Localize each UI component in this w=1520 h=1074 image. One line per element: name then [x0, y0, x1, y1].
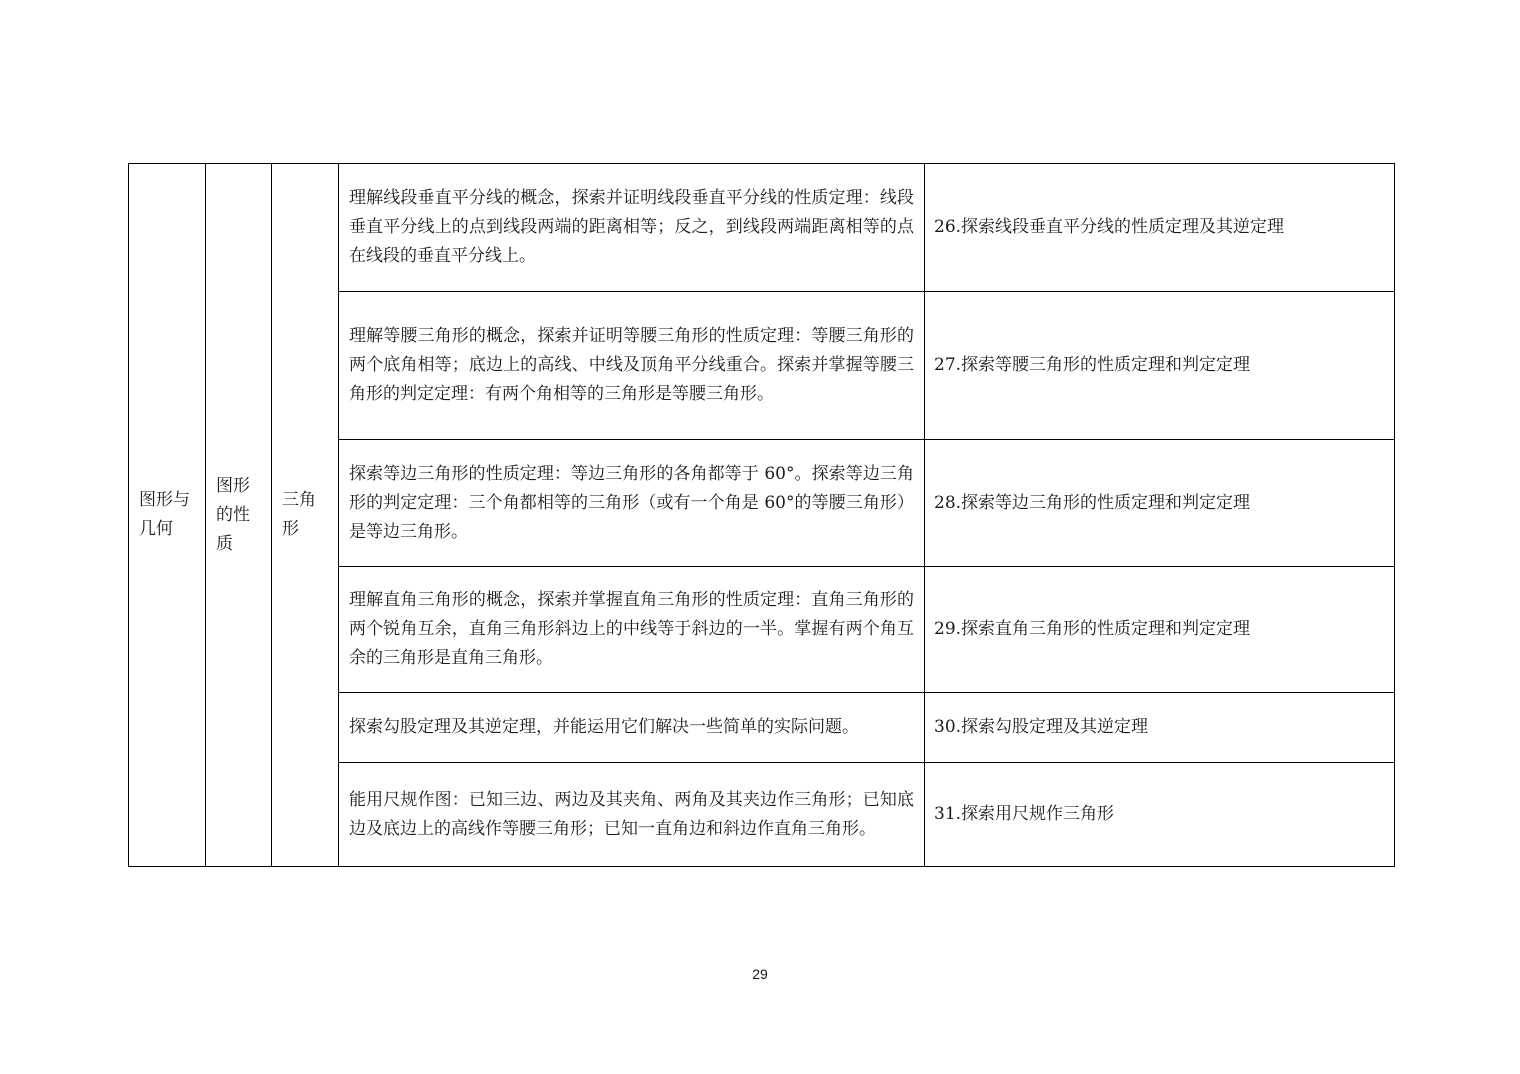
- description-cell: 探索等边三角形的性质定理：等边三角形的各角都等于 60°。探索等边三角形的判定定理：三个角都相等的三角形（或有一个角是 60°的等腰三角形）是等边三角形。: [339, 440, 925, 567]
- category-text: 图形与几何: [139, 490, 190, 539]
- description-cell: 能用尺规作图：已知三边、两边及其夹角、两角及其夹边作三角形；已知底边及底边上的高线作等腰三角形；已知一直角边和斜边作直角三角形。: [339, 763, 925, 867]
- goal-cell: 28.探索等边三角形的性质定理和判定定理: [925, 440, 1395, 567]
- table-row: [129, 164, 1395, 292]
- description-cell: 理解直角三角形的概念，探索并掌握直角三角形的性质定理：直角三角形的两个锐角互余，直角三角形斜边上的中线等于斜边的一半。掌握有两个角互余的三角形是直角三角形。: [339, 567, 925, 693]
- description-cell: 探索勾股定理及其逆定理，并能运用它们解决一些简单的实际问题。: [339, 693, 925, 763]
- page-number: 29: [752, 966, 768, 982]
- description-cell: 理解等腰三角形的概念，探索并证明等腰三角形的性质定理：等腰三角形的两个底角相等；底边上的高线、中线及顶角平分线重合。探索并掌握等腰三角形的判定定理：有两个角相等的三角形是等腰三角形。: [339, 292, 925, 440]
- goal-cell: 27.探索等腰三角形的性质定理和判定定理: [925, 292, 1395, 440]
- goal-cell: 29.探索直角三角形的性质定理和判定定理: [925, 567, 1395, 693]
- goal-cell: 30.探索勾股定理及其逆定理: [925, 693, 1395, 763]
- category-cell: [129, 164, 206, 867]
- goal-cell: 31.探索用尺规作三角形: [925, 763, 1395, 867]
- subcategory-cell: [206, 164, 272, 867]
- topic-cell: [272, 164, 339, 867]
- description-cell: 理解线段垂直平分线的概念，探索并证明线段垂直平分线的性质定理：线段垂直平分线上的点到线段两端的距离相等；反之，到线段两端距离相等的点在线段的垂直平分线上。: [339, 164, 925, 292]
- curriculum-table: [128, 163, 1395, 867]
- subcategory-text: 图形的性质: [216, 475, 250, 554]
- topic-text: 三角形: [282, 490, 316, 539]
- goal-cell: 26.探索线段垂直平分线的性质定理及其逆定理: [925, 164, 1395, 292]
